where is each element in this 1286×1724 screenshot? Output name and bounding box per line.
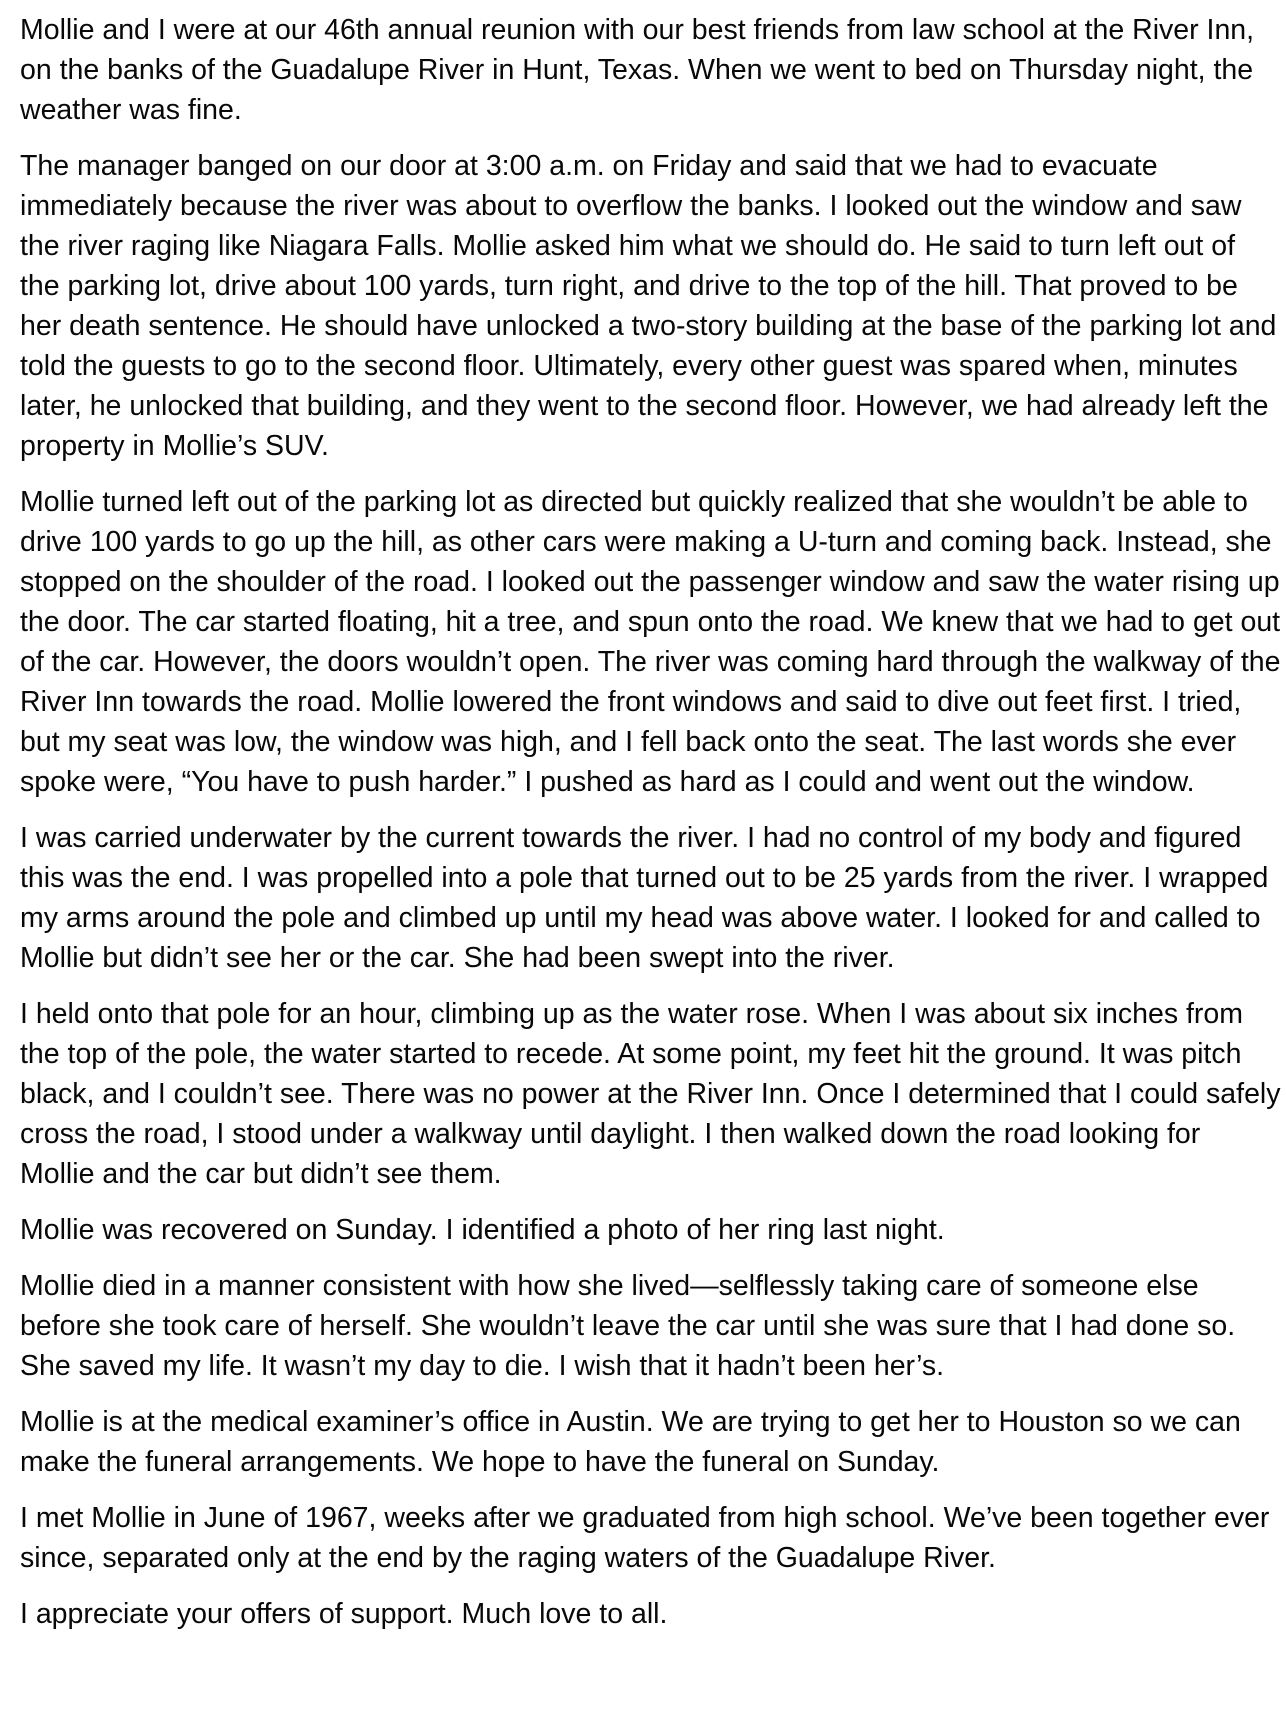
paragraph-evacuation: The manager banged on our door at 3:00 a.m. on Friday and said that we had to evacuate immediately because the river was about to overflow the banks. I looked out the window and saw the river raging like Niagara Falls. Mollie asked him what we should do. He said to turn left out of the parking lot, drive about 100 yards, turn right, and drive to the top of the hill. That proved to be her death sentence. He should have unlocked a two-story building at the base of the parking lot and told the guests to go to the second floor. Ultimately, every other guest was spared when, minutes later, he unlocked that building, and they went to the second floor. However, we had already left the property in Mollie’s SUV. <box>20 150 1277 462</box>
paragraph-pole: I held onto that pole for an hour, climbing up as the water rose. When I was about six inches from the top of the pole, the water started to recede. At some point, my feet hit the ground. It was pitch black, and I couldn’t see. There was no power at the River Inn. Once I determined that I could safely cross the road, I stood under a walkway until daylight. I then walked down the road looking for Mollie and the car but didn’t see them. <box>20 998 1281 1190</box>
paragraph-met-mollie: I met Mollie in June of 1967, weeks after we graduated from high school. We’ve been together ever since, separated only at the end by the raging waters of the Guadalupe River. <box>20 1502 1270 1574</box>
paragraph-thanks: I appreciate your offers of support. Much love to all. <box>20 1598 668 1630</box>
post-body <box>20 10 1282 1650</box>
paragraph-funeral: Mollie is at the medical examiner’s office in Austin. We are trying to get her to Houston so we can make the funeral arrangements. We hope to have the funeral on Sunday. <box>20 1406 1241 1478</box>
paragraph-recovered: Mollie was recovered on Sunday. I identified a photo of her ring last night. <box>20 1214 945 1246</box>
paragraph-car-flood: Mollie turned left out of the parking lot as directed but quickly realized that she wouldn’t be able to drive 100 yards to go up the hill, as other cars were making a U-turn and coming back. Instead, she stopped on the shoulder of the road. I looked out the passenger window and saw the water rising up the door. The car started floating, hit a tree, and spun onto the road. We knew that we had to get out of the car. However, the doors wouldn’t open. The river was coming hard through the walkway of the River Inn towards the road. Mollie lowered the front windows and said to dive out feet first. I tried, but my seat was low, the window was high, and I fell back onto the seat. The last words she ever spoke were, “You have to push harder.” I pushed as hard as I could and went out the window. <box>20 486 1281 798</box>
paragraph-underwater: I was carried underwater by the current towards the river. I had no control of my body and figured this was the end. I was propelled into a pole that turned out to be 25 yards from the river. I wrapped my arms around the pole and climbed up until my head was above water. I looked for and called to Mollie but didn’t see her or the car. She had been swept into the river. <box>20 822 1269 974</box>
paragraph-reunion: Mollie and I were at our 46th annual reunion with our best friends from law school at the River Inn, on the banks of the Guadalupe River in Hunt, Texas. When we went to bed on Thursday night, the weather was fine. <box>20 14 1255 126</box>
paragraph-selfless: Mollie died in a manner consistent with how she lived—selflessly taking care of someone else before she took care of herself. She wouldn’t leave the car until she was sure that I had done so. She saved my life. It wasn’t my day to die. I wish that it hadn’t been her’s. <box>20 1270 1236 1382</box>
